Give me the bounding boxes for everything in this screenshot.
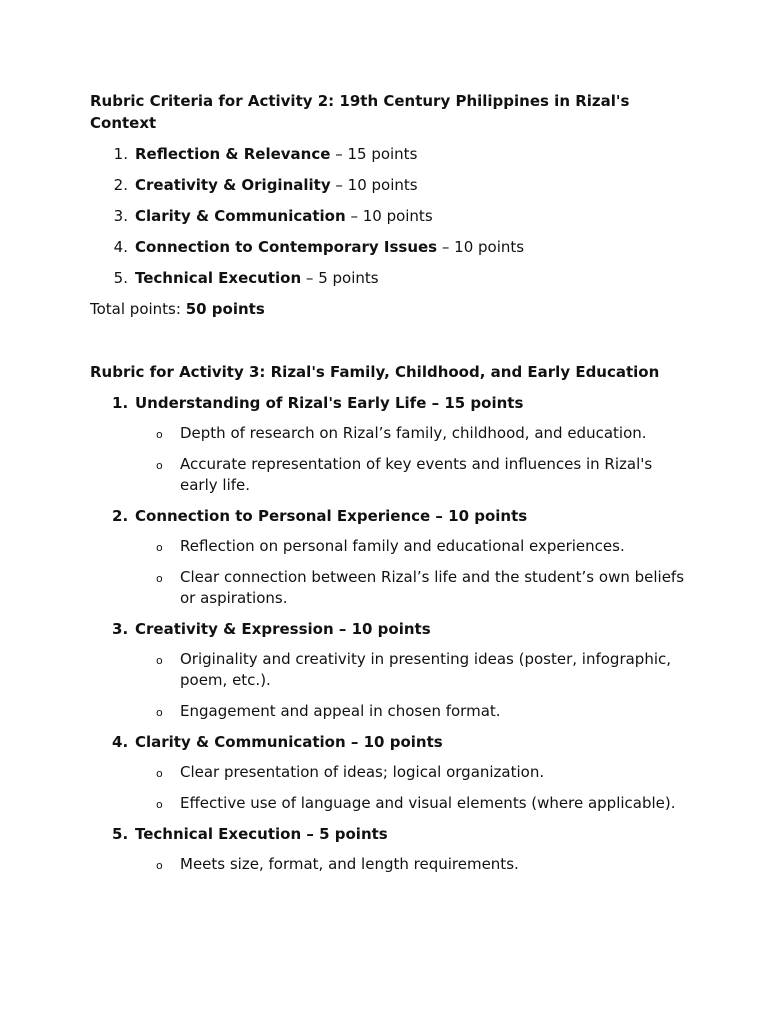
rubric-item	[90, 823, 690, 875]
bullet-text: Accurate representation of key events and influences in Rizal's early life.	[180, 455, 653, 494]
rubric-item-number: 1 .	[112, 392, 128, 414]
criterion-item	[90, 267, 690, 289]
rubric-item-points: – 5 points	[301, 825, 388, 843]
criterion-item	[90, 236, 690, 258]
bullet-item	[90, 454, 690, 496]
criterion-points: – 5 points	[301, 269, 379, 287]
section2-criteria-list	[90, 392, 690, 875]
rubric-item-number: 3 .	[112, 618, 128, 640]
bullet-item	[90, 701, 690, 722]
total-points-label: Total points:	[90, 300, 186, 318]
criterion-points: – 10 points	[345, 207, 433, 225]
criterion-number: 2 .	[112, 174, 128, 196]
criterion-number: 5 .	[112, 267, 128, 289]
rubric-item-bullets	[90, 536, 690, 609]
bullet-text: Meets size, format, and length requirements.	[180, 855, 519, 873]
hollow-bullet-icon: o	[156, 541, 163, 554]
rubric-item-heading	[90, 392, 690, 414]
rubric-item-points: – 10 points	[430, 507, 528, 525]
criterion-points: – 10 points	[437, 238, 525, 256]
section2-title: Rubric for Activity 3: Rizal's Family, Childhood, and Early Education	[90, 363, 660, 381]
rubric-item-points: – 10 points	[333, 620, 431, 638]
criterion-number: 4 .	[112, 236, 128, 258]
rubric-item	[90, 392, 690, 496]
total-points-value: 50 points	[185, 300, 265, 318]
bullet-item	[90, 567, 690, 609]
rubric-item-bullets	[90, 762, 690, 814]
hollow-bullet-icon: o	[156, 459, 163, 472]
rubric-item-number: 5 .	[112, 823, 128, 845]
rubric-item-points: – 15 points	[426, 394, 524, 412]
rubric-item-bullets	[90, 423, 690, 496]
rubric-item-label: Creativity & Expression	[135, 620, 334, 638]
rubric-item-label: Clarity & Communication	[135, 733, 346, 751]
bullet-text: Originality and creativity in presenting ideas (poster, infographic, poem, etc.).	[180, 650, 672, 689]
hollow-bullet-icon: o	[156, 572, 163, 585]
bullet-item	[90, 536, 690, 557]
criterion-item	[90, 205, 690, 227]
bullet-item	[90, 649, 690, 691]
bullet-item	[90, 793, 690, 814]
section1-title: Rubric Criteria for Activity 2: 19th Century Philippines in Rizal's Context	[90, 92, 630, 132]
criterion-number: 1 .	[112, 143, 128, 165]
criterion-points: – 15 points	[330, 145, 418, 163]
rubric-item-label: Understanding of Rizal's Early Life	[135, 394, 427, 412]
criterion-number: 3 .	[112, 205, 128, 227]
criterion-item	[90, 143, 690, 165]
hollow-bullet-icon: o	[156, 428, 163, 441]
criterion-label: Reflection & Relevance	[135, 145, 331, 163]
rubric-item-points: – 10 points	[345, 733, 443, 751]
hollow-bullet-icon: o	[156, 798, 163, 811]
rubric-item	[90, 618, 690, 722]
rubric-item-heading	[90, 505, 690, 527]
rubric-item-bullets	[90, 854, 690, 875]
hollow-bullet-icon: o	[156, 859, 163, 872]
criterion-label: Technical Execution	[135, 269, 302, 287]
bullet-item	[90, 423, 690, 444]
criterion-item	[90, 174, 690, 196]
bullet-item	[90, 762, 690, 783]
rubric-item-label: Connection to Personal Experience	[135, 507, 431, 525]
hollow-bullet-icon: o	[156, 767, 163, 780]
bullet-text: Reflection on personal family and educational experiences.	[180, 537, 625, 555]
rubric-item	[90, 731, 690, 814]
rubric-item	[90, 505, 690, 609]
bullet-text: Engagement and appeal in chosen format.	[180, 702, 501, 720]
rubric-item-heading	[90, 731, 690, 753]
document-page	[90, 90, 690, 884]
rubric-item-number: 2 .	[112, 505, 128, 527]
bullet-text: Clear connection between Rizal’s life and the student’s own beliefs or aspirations.	[180, 568, 685, 607]
rubric-item-heading	[90, 823, 690, 845]
bullet-text: Depth of research on Rizal’s family, childhood, and education.	[180, 424, 647, 442]
hollow-bullet-icon: o	[156, 654, 163, 667]
criterion-label: Connection to Contemporary Issues	[135, 238, 438, 256]
rubric-item-number: 4 .	[112, 731, 128, 753]
criterion-label: Creativity & Originality	[135, 176, 331, 194]
rubric-item-label: Technical Execution	[135, 825, 302, 843]
total-points	[90, 298, 690, 320]
section1-criteria-list	[90, 143, 690, 289]
bullet-item	[90, 854, 690, 875]
section2	[90, 361, 690, 875]
criterion-label: Clarity & Communication	[135, 207, 346, 225]
rubric-item-bullets	[90, 649, 690, 722]
bullet-text: Clear presentation of ideas; logical organization.	[180, 763, 545, 781]
rubric-item-heading	[90, 618, 690, 640]
hollow-bullet-icon: o	[156, 706, 163, 719]
criterion-points: – 10 points	[330, 176, 418, 194]
bullet-text: Effective use of language and visual elements (where applicable).	[180, 794, 676, 812]
